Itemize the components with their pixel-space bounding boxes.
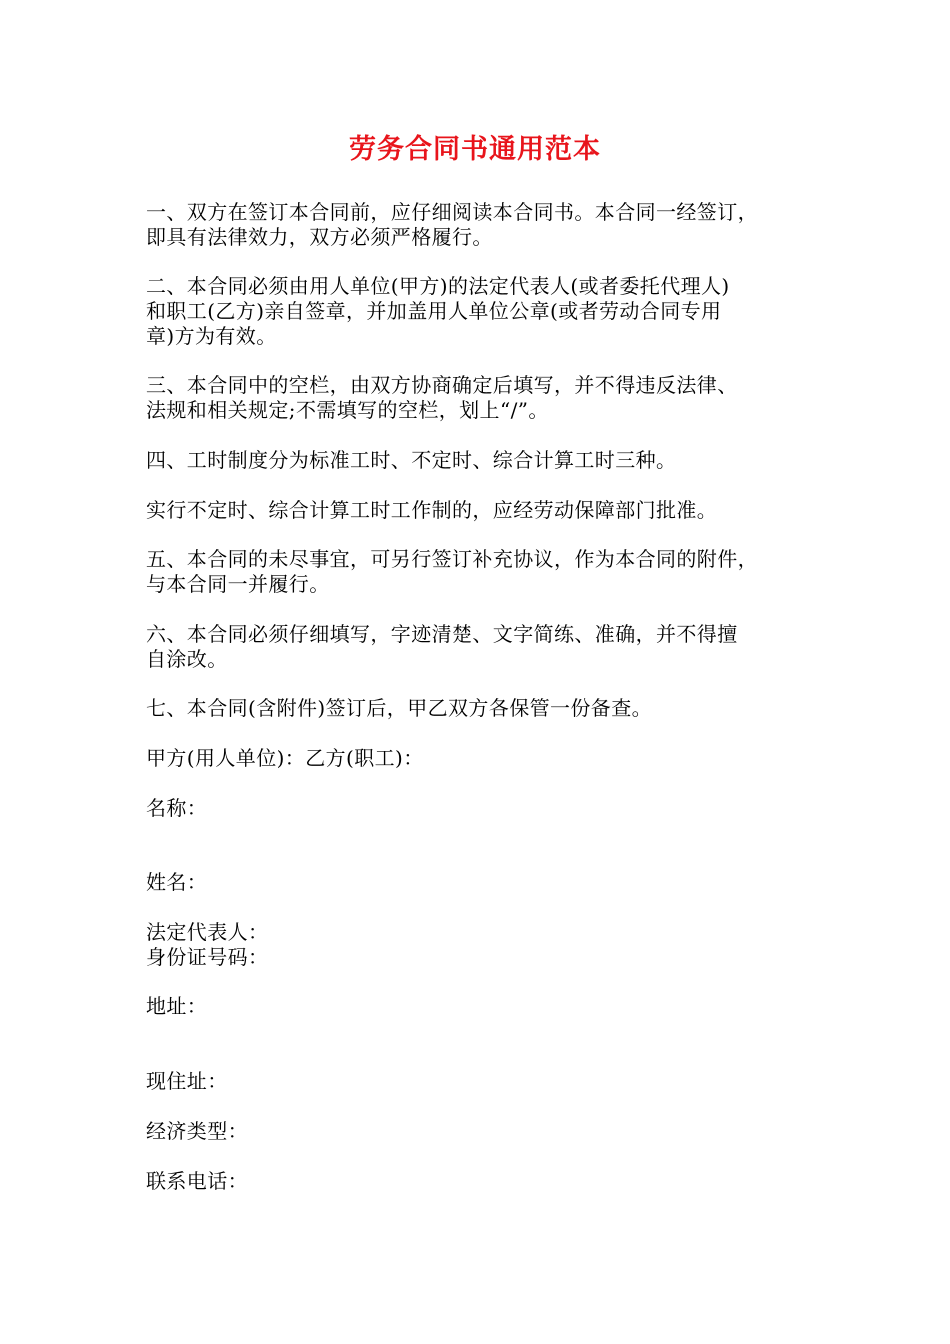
- clause-4-note: 实行不定时、综合计算工时工作制的，应经劳动保障部门批准。: [146, 498, 718, 522]
- clause-7-line-1: 七、本合同(含附件)签订后，甲乙双方各保管一份备查。: [146, 696, 653, 720]
- field-current-address-label: 现住址：: [146, 1069, 228, 1093]
- clause-2-line-2: 和职工(乙方)亲自签章，并加盖用人单位公章(或者劳动合同专用: [146, 299, 722, 323]
- clause-3-line-2: 法规和相关规定;不需填写的空栏，划上“/”。: [146, 398, 549, 422]
- document-title: 劳务合同书通用范本: [349, 134, 601, 165]
- clause-4-line-1: 四、工时制度分为标准工时、不定时、综合计算工时三种。: [146, 448, 677, 472]
- clause-1-line-2: 即具有法律效力，双方必须严格履行。: [146, 225, 493, 249]
- parties-heading: 甲方(用人单位)：乙方(职工)：: [146, 746, 424, 770]
- field-person-name-label: 姓名：: [146, 870, 208, 894]
- clause-5-line-1: 五、本合同的未尽事宜，可另行签订补充协议，作为本合同的附件，: [146, 547, 758, 571]
- field-name-label: 名称：: [146, 796, 208, 820]
- clause-2-line-3: 章)方为有效。: [146, 324, 277, 348]
- clause-6-line-2: 自涂改。: [146, 647, 228, 671]
- field-economic-type-label: 经济类型：: [146, 1119, 248, 1143]
- clause-1-line-1: 一、双方在签订本合同前，应仔细阅读本合同书。本合同一经签订，: [146, 200, 758, 224]
- field-address-label: 地址：: [146, 994, 208, 1018]
- field-legal-rep-label: 法定代表人：: [146, 920, 269, 944]
- clause-3-line-1: 三、本合同中的空栏，由双方协商确定后填写，并不得违反法律、: [146, 373, 738, 397]
- clause-2-line-1: 二、本合同必须由用人单位(甲方)的法定代表人(或者委托代理人): [146, 274, 730, 298]
- clause-5-line-2: 与本合同一并履行。: [146, 572, 330, 596]
- field-id-number-label: 身份证号码：: [146, 945, 269, 969]
- clause-6-line-1: 六、本合同必须仔细填写，字迹清楚、文字简练、准确，并不得擅: [146, 622, 738, 646]
- field-phone-label: 联系电话：: [146, 1169, 248, 1193]
